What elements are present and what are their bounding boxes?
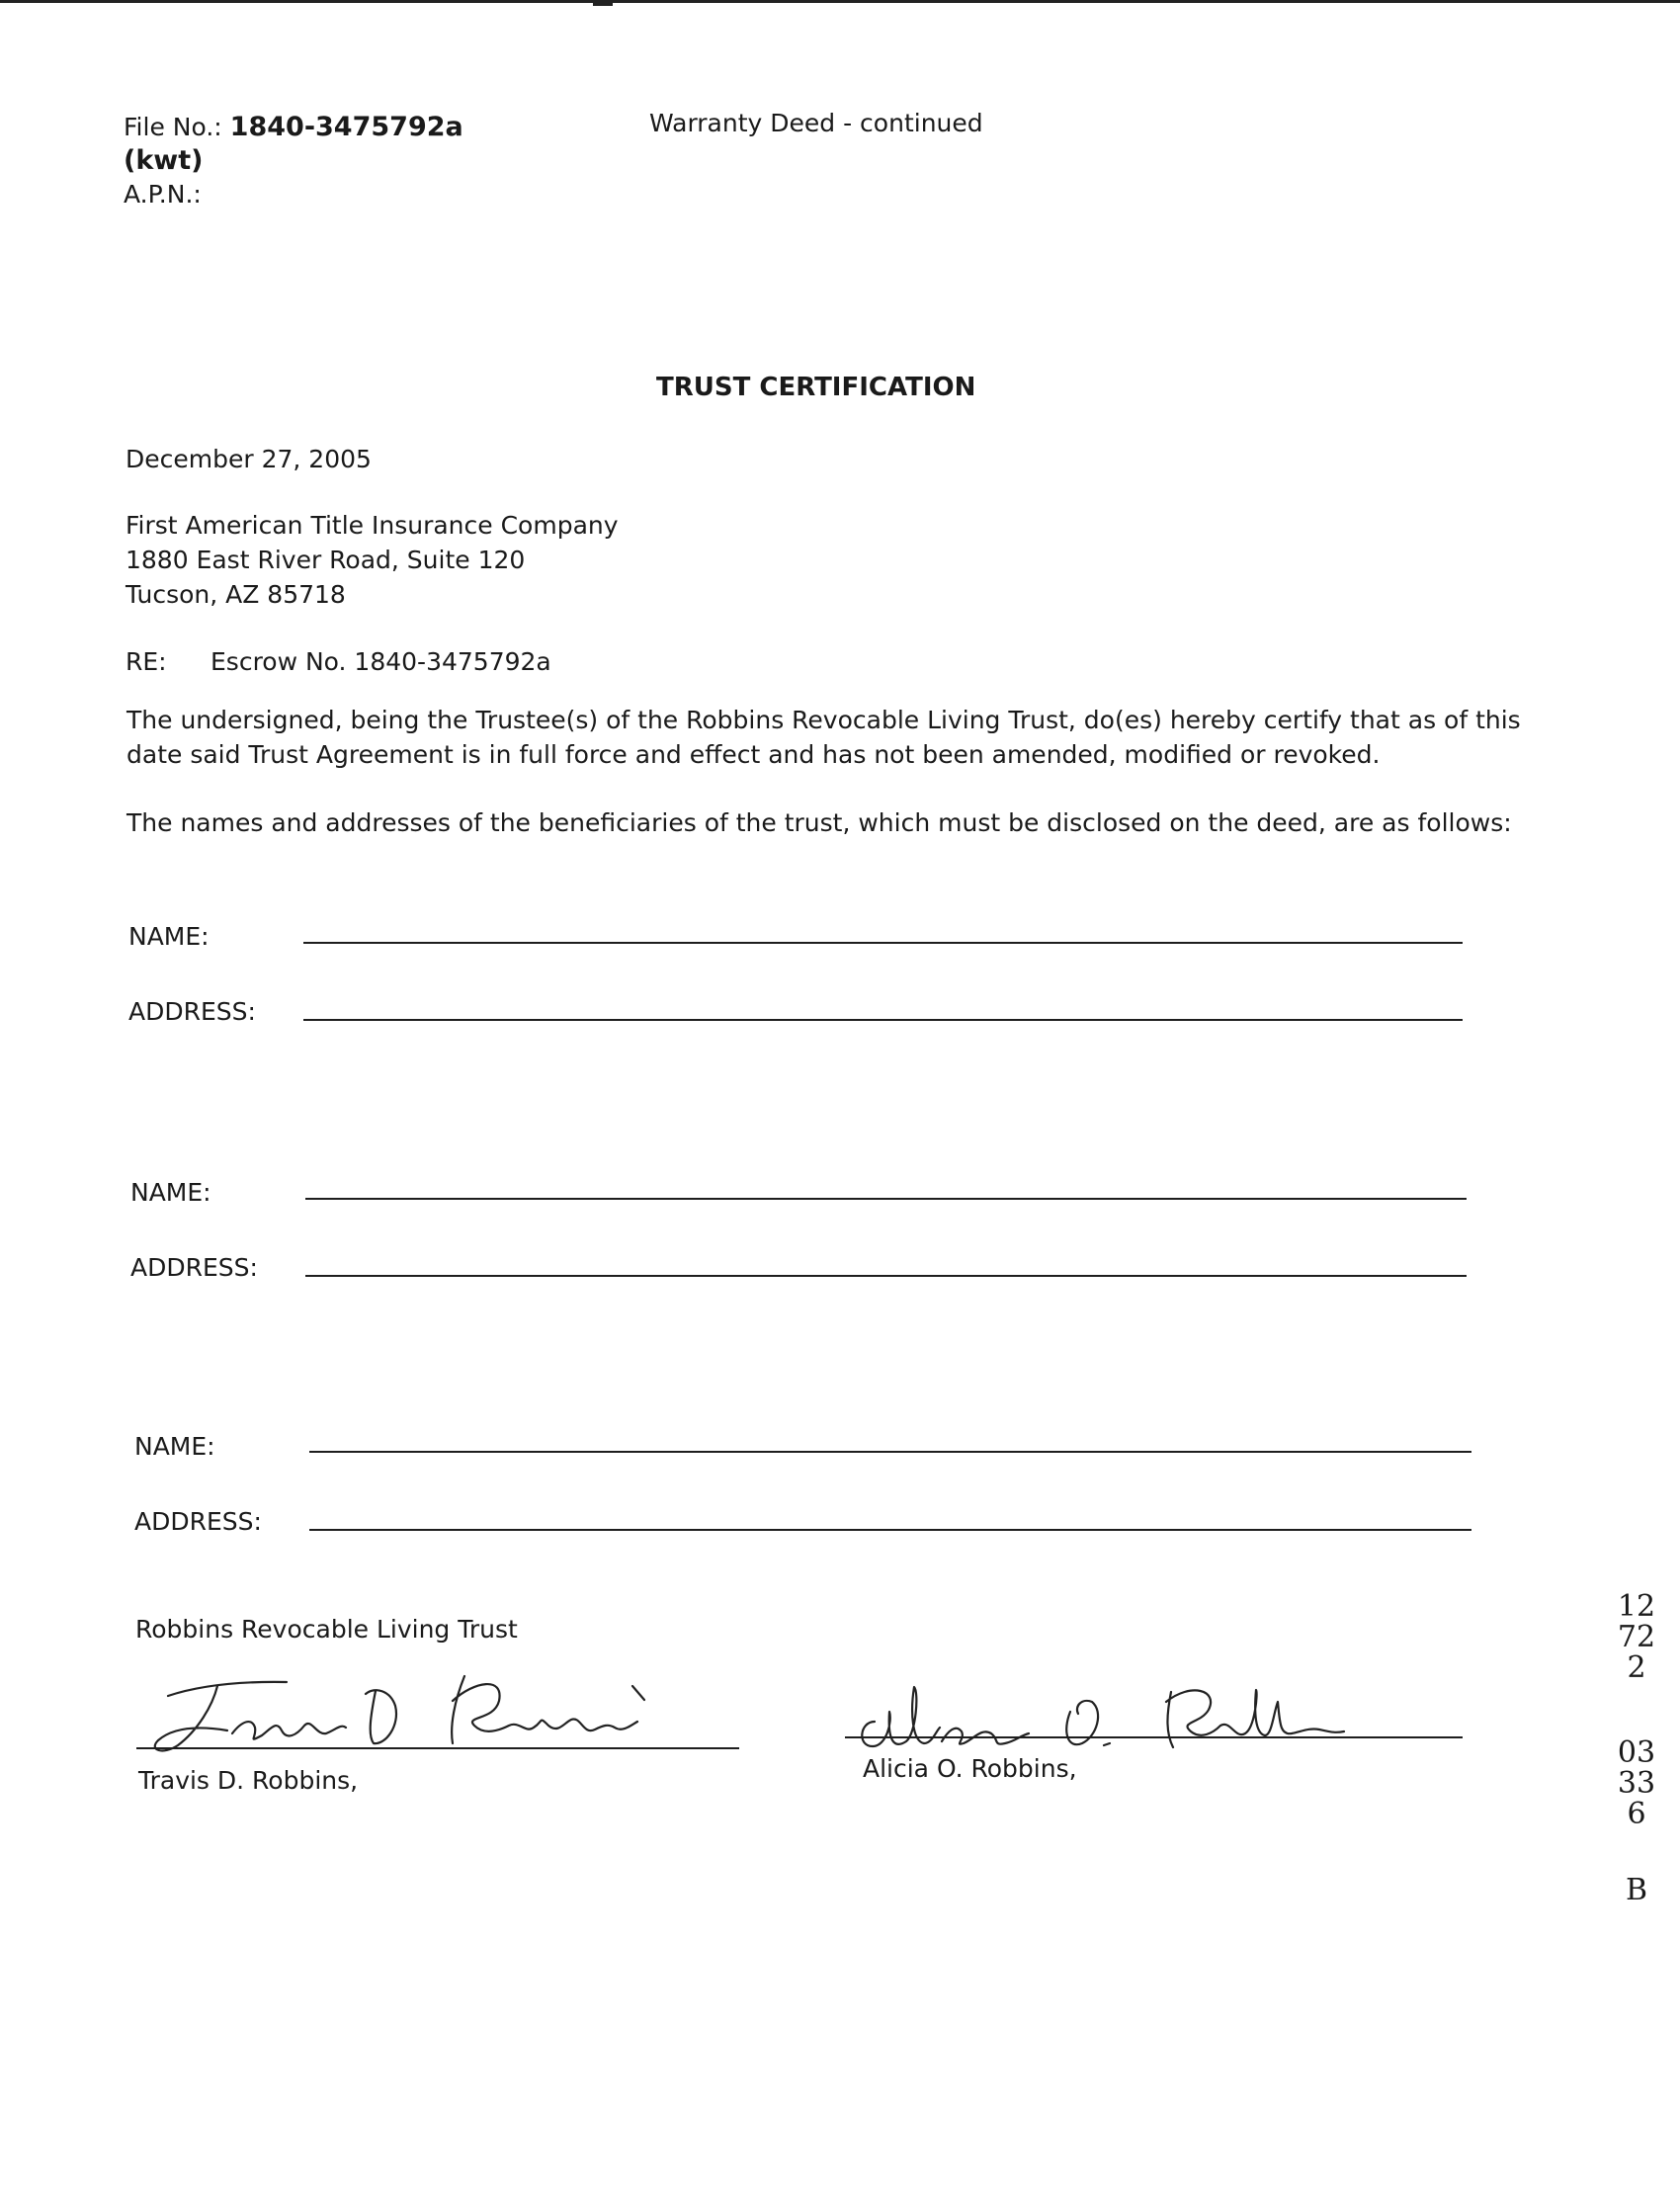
- signer-alicia-name: Alicia O. Robbins,: [863, 1754, 1077, 1783]
- beneficiary-3-name-label: NAME:: [134, 1432, 215, 1461]
- signer-travis-name: Travis D. Robbins,: [138, 1766, 359, 1795]
- beneficiary-3-address-label: ADDRESS:: [134, 1507, 262, 1536]
- beneficiary-2-name-label: NAME:: [130, 1178, 211, 1207]
- trust-name: Robbins Revocable Living Trust: [135, 1615, 518, 1644]
- re-value: Escrow No. 1840-3475792a: [210, 647, 551, 676]
- beneficiary-2-name-line: [305, 1198, 1467, 1200]
- header-continued: Warranty Deed - continued: [649, 109, 983, 137]
- beneficiary-3-name-line: [309, 1451, 1471, 1453]
- certification-paragraph: The undersigned, being the Trustee(s) of the Robbins Revocable Living Trust, do(es) hereby certify that as of this date said Trust Agreement is in full force and effect and has not been amended, modified or revoked.: [126, 706, 1521, 769]
- beneficiary-3-address-line: [309, 1529, 1471, 1531]
- beneficiary-1-name-label: NAME:: [128, 922, 210, 951]
- signature-alicia-line: [845, 1736, 1463, 1738]
- beneficiary-1-address-line: [303, 1019, 1463, 1021]
- beneficiary-1-name-line: [303, 942, 1463, 944]
- signature-travis-line: [136, 1747, 739, 1749]
- apn-label: A.P.N.:: [124, 180, 202, 209]
- recording-stamp-line-3: B: [1625, 1873, 1648, 1907]
- recording-stamp-line-1: 12722: [1617, 1589, 1656, 1685]
- top-border: [0, 0, 1680, 3]
- recipient-line-1: First American Title Insurance Company: [126, 511, 619, 540]
- file-no-value: 1840-3475792a: [229, 112, 463, 142]
- signature-alicia: [845, 1662, 1359, 1761]
- letter-date: December 27, 2005: [126, 445, 372, 473]
- file-no-label: File No.:: [124, 113, 222, 141]
- re-label: RE:: [126, 647, 167, 676]
- recipient-line-2: 1880 East River Road, Suite 120: [126, 546, 526, 574]
- recording-stamp-line-2: 03336: [1617, 1735, 1656, 1831]
- initials: (kwt): [124, 145, 204, 176]
- beneficiaries-intro: The names and addresses of the beneficiaries of the trust, which must be disclosed on the deed, are as follows:: [126, 808, 1512, 837]
- top-border-mark: [593, 0, 613, 6]
- file-no-row: [124, 112, 463, 143]
- recipient-line-3: Tucson, AZ 85718: [126, 580, 346, 609]
- beneficiary-2-address-label: ADDRESS:: [130, 1253, 258, 1282]
- page-title: TRUST CERTIFICATION: [656, 373, 976, 402]
- beneficiary-2-address-line: [305, 1275, 1467, 1277]
- beneficiary-1-address-label: ADDRESS:: [128, 997, 256, 1026]
